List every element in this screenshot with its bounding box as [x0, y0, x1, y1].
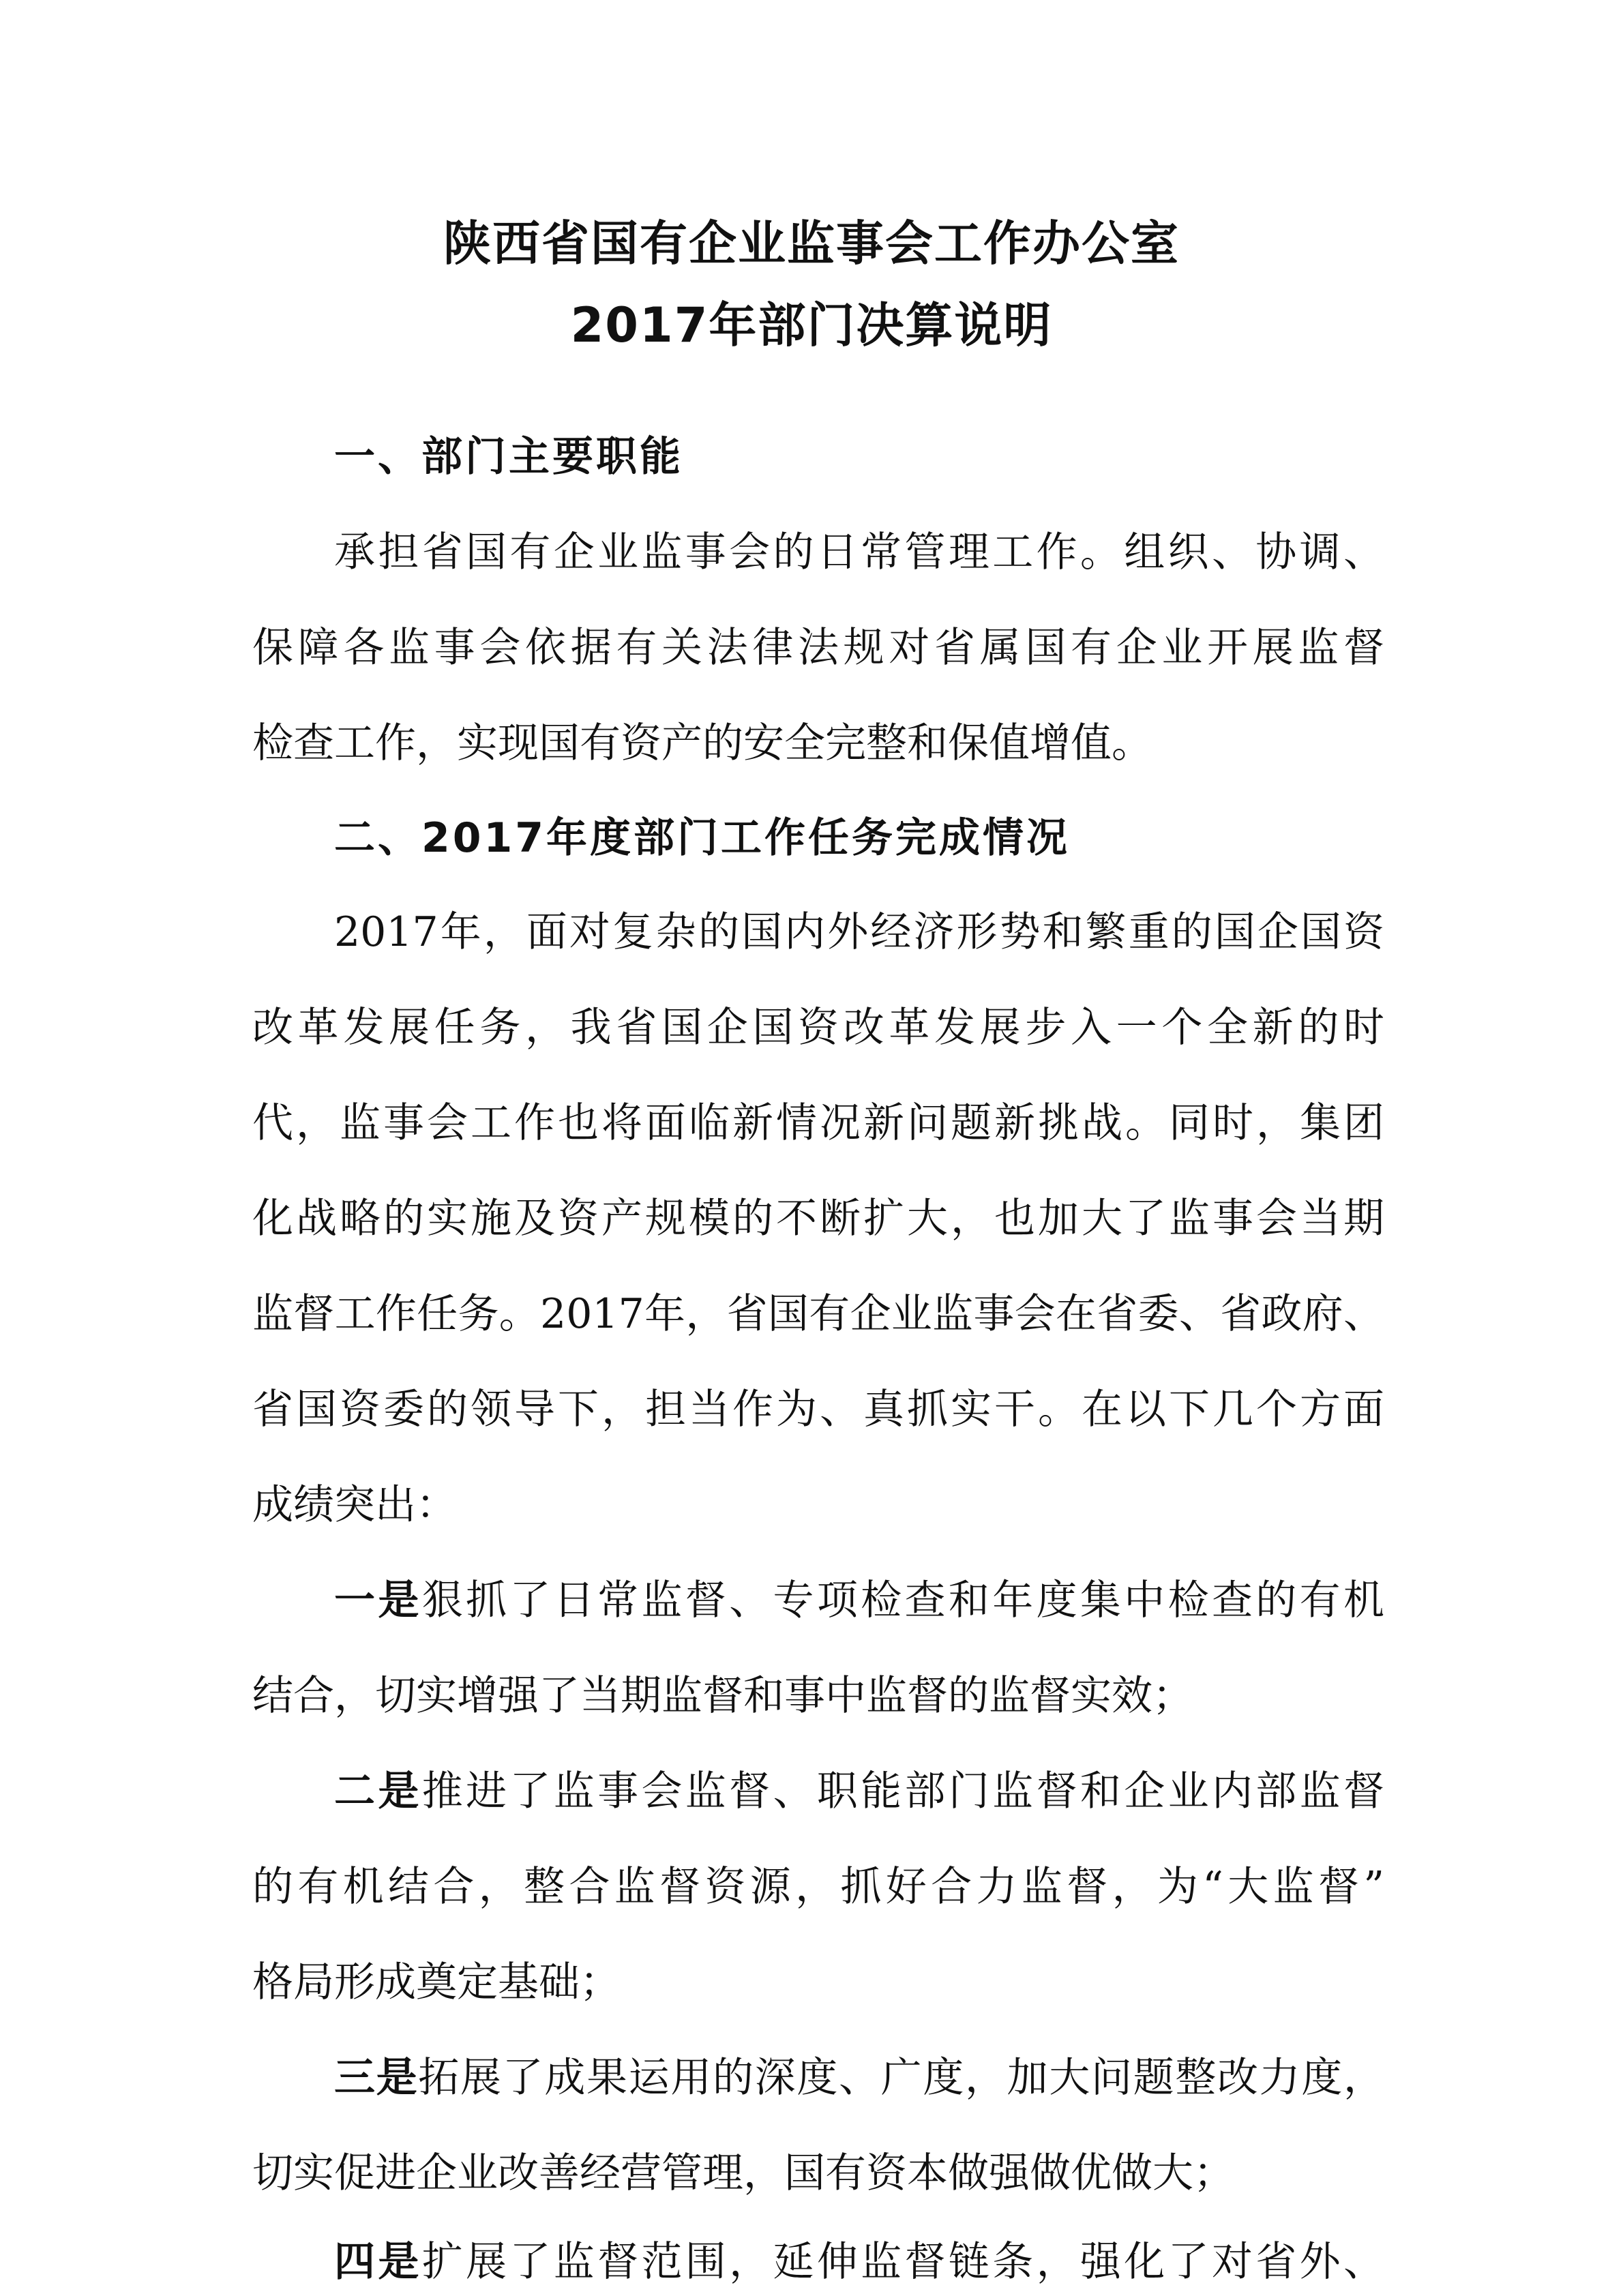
point-2-line-3: 格局形成奠定基础； [252, 1958, 621, 2006]
section-2-intro-line-6: 省国资委的领导下，担当作为、真抓实干。在以下几个方面 [252, 1386, 1384, 1433]
point-1-first-text: 狠抓了日常监督、专项检查和年度集中检查的有机 [421, 1577, 1385, 1624]
point-4-label: 四是 [334, 2238, 422, 2286]
section-2-intro-line-7: 成绩突出： [252, 1481, 457, 1529]
point-2-line-2: 的有机结合，整合监督资源，抓好合力监督，为“大监督” [252, 1863, 1384, 1911]
section-1-heading: 一、部门主要职能 [334, 433, 683, 481]
document-title-line-1: 陕西省国有企业监事会工作办公室 [443, 215, 1180, 271]
section-2-intro-line-2: 改革发展任务，我省国企国资改革发展步入一个全新的时 [252, 1004, 1384, 1052]
point-1-line-2: 结合，切实增强了当期监督和事中监督的监督实效； [252, 1672, 1193, 1720]
section-1-line-2: 保障各监事会依据有关法律法规对省属国有企业开展监督 [252, 624, 1384, 672]
section-1-line-3: 检查工作，实现国有资产的安全完整和保值增值。 [252, 719, 1152, 767]
section-1-line-1: 承担省国有企业监事会的日常管理工作。组织、协调、 [334, 528, 1384, 576]
point-3-first-line [334, 2054, 1385, 2102]
point-3-first-text: 拓展了成果运用的深度、广度，加大问题整改力度， [418, 2054, 1385, 2102]
section-2-intro-line-3: 代，监事会工作也将面临新情况新问题新挑战。同时，集团 [252, 1099, 1384, 1147]
point-1-label: 一是 [334, 1577, 422, 1624]
point-4-first-text: 扩展了监督范围，延伸监督链条，强化了对省外、 [421, 2238, 1385, 2286]
document-title-line-2: 2017年部门决算说明 [570, 297, 1053, 353]
section-2-intro-line-5: 监督工作任务。2017年，省国有企业监事会在省委、省政府、 [252, 1290, 1384, 1338]
point-2-first-line [334, 1768, 1385, 1815]
point-2-label: 二是 [334, 1768, 422, 1815]
point-4-first-line [334, 2238, 1385, 2286]
point-3-label: 三是 [334, 2054, 419, 2102]
section-2-intro-line-4: 化战略的实施及资产规模的不断扩大，也加大了监事会当期 [252, 1195, 1384, 1242]
point-2-first-text: 推进了监事会监督、职能部门监督和企业内部监督 [421, 1768, 1385, 1815]
section-2-heading: 二、2017年度部门工作任务完成情况 [334, 814, 1070, 862]
point-3-line-2: 切实促进企业改善经营管理，国有资本做强做优做大； [252, 2149, 1234, 2197]
point-1-first-line [334, 1577, 1385, 1624]
section-2-intro-line-1: 2017年，面对复杂的国内外经济形势和繁重的国企国资 [334, 908, 1384, 956]
